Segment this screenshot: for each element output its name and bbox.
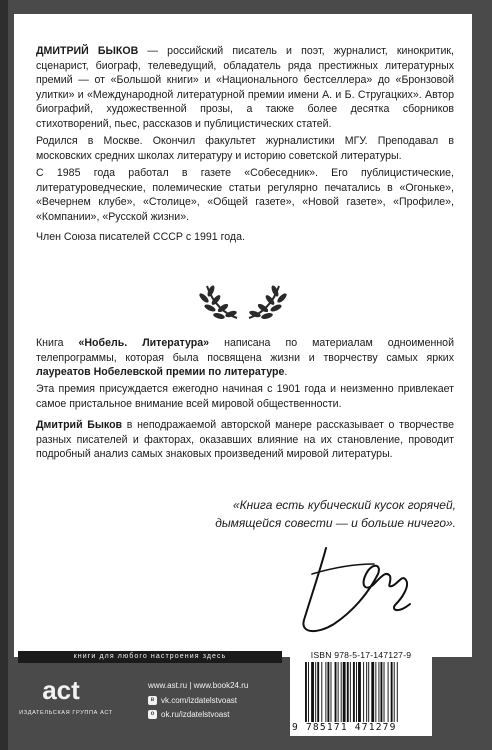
book-post: .: [284, 366, 288, 379]
ast-logo: [31, 673, 91, 707]
barcode-bar: [384, 662, 385, 722]
ok-icon: о: [148, 710, 157, 719]
barcode-bar: [353, 662, 355, 722]
isbn-number: ISBN 978-5-17-147127-9: [310, 650, 412, 660]
barcode-bar: [343, 662, 346, 722]
barcode-bar: [315, 662, 316, 722]
author-signature: [282, 534, 422, 644]
spine-strip: [0, 0, 8, 750]
barcode-bar: [308, 662, 309, 722]
author-bio: [36, 44, 454, 132]
ok-link[interactable]: [148, 709, 229, 721]
barcode-bar: [356, 662, 357, 722]
manner-text: в неподражаемой авторской манере рассказывает о творчестве разных писателей и факторах, оказавших влияние на их становление, проводит подробный анализ самых знаковых произведений мировой литературы.: [36, 419, 454, 461]
ast-logo-text: act: [42, 675, 80, 705]
barcode: [304, 662, 428, 722]
author-name: ДМИТРИЙ БЫКОВ: [36, 45, 139, 57]
barcode-digits: 9 785171 471279: [292, 722, 397, 733]
barcode-bar: [378, 662, 379, 722]
vk-icon: в: [148, 696, 157, 705]
book-pre: Книга: [36, 337, 79, 349]
tagline-band: книги для любого настроения здесь: [18, 651, 282, 663]
barcode-bar: [327, 662, 329, 722]
barcode-bar: [311, 662, 314, 722]
union-paragraph: Член Союза писателей СССР с 1991 года.: [36, 231, 245, 243]
manner-paragraph: [36, 418, 454, 462]
birth-paragraph: Родился в Москве. Окончил факультет журналистики МГУ. Преподавал в московских средних школах литературу и историю советской литературы.: [36, 135, 454, 162]
barcode-bar: [350, 662, 351, 722]
author-bio-text: — российский писатель и поэт, журналист, кинокритик, сценарист, биограф, телеведущий, обладатель ряда престижных литературных премий — от «Большой книги» и «Национального бестселлера» до «Бронзовой улитки» и «Международной литературной премии имени А. и Б. Стругацких». Автор биографий, художественной прозы, а также более десятка сборников стихотворений, пьес, рассказов и публицистических статей.: [36, 45, 455, 130]
barcode-bar: [394, 662, 395, 722]
barcode-bar: [358, 662, 361, 722]
publisher-name: ИЗДАТЕЛЬСКАЯ ГРУППА АСТ: [19, 710, 113, 716]
epigraph-quote: [144, 496, 456, 532]
back-cover-page: [14, 14, 472, 657]
barcode-bar: [380, 662, 382, 722]
isbn-block: [290, 648, 432, 736]
barcode-bar: [363, 662, 364, 722]
manner-author-name: Дмитрий Быков: [36, 419, 123, 431]
barcode-bar: [335, 662, 337, 722]
prize-paragraph: Эта премия присуждается ежегодно начиная с 1901 года и неизменно привлекает самое пристальное внимание всей мировой общественности.: [36, 383, 454, 410]
quote-line-1: «Книга есть кубический кусок горячей,: [232, 498, 456, 512]
book-paragraph: [36, 336, 454, 380]
laurel-wreath-icon: [197, 278, 289, 322]
quote-line-2: дымящейся совести — и больше ничего».: [215, 516, 456, 530]
book-laureates: лауреатов Нобелевской премии по литературе: [36, 366, 285, 379]
barcode-bar: [368, 662, 369, 722]
book-title: «Нобель. Литература»: [78, 337, 210, 349]
website-links[interactable]: www.ast.ru | www.book24.ru: [148, 681, 249, 690]
career-paragraph: С 1985 года работал в газете «Собеседник». Его публицистические, литературоведческие, полемические статьи регулярно печатались в «Огоньке», «Вечернем клубе», «Столице», «Общей газете», «Новой газете», «Профиле», «Компании», «Русской жизни».: [36, 167, 454, 223]
barcode-bar: [371, 662, 374, 722]
barcode-bar: [338, 662, 339, 722]
barcode-bar: [317, 662, 319, 722]
barcode-bar: [366, 662, 367, 722]
barcode-bar: [341, 662, 342, 722]
barcode-bar: [331, 662, 332, 722]
barcode-bar: [325, 662, 326, 722]
book-mid: написана по материалам одноименной телепрограммы, которая была посвящена жизни и творчеству самых ярких: [36, 337, 454, 364]
vk-link[interactable]: [148, 695, 237, 707]
barcode-bar: [305, 662, 307, 722]
barcode-bar: [388, 662, 389, 722]
barcode-bar: [375, 662, 376, 722]
ok-link-text: ok.ru/izdatelstvoast: [161, 710, 230, 719]
barcode-bar: [391, 662, 393, 722]
barcode-bar: [321, 662, 322, 722]
barcode-bar: [347, 662, 349, 722]
barcode-bar: [397, 662, 398, 722]
vk-link-text: vk.com/izdatelstvoast: [161, 696, 238, 705]
